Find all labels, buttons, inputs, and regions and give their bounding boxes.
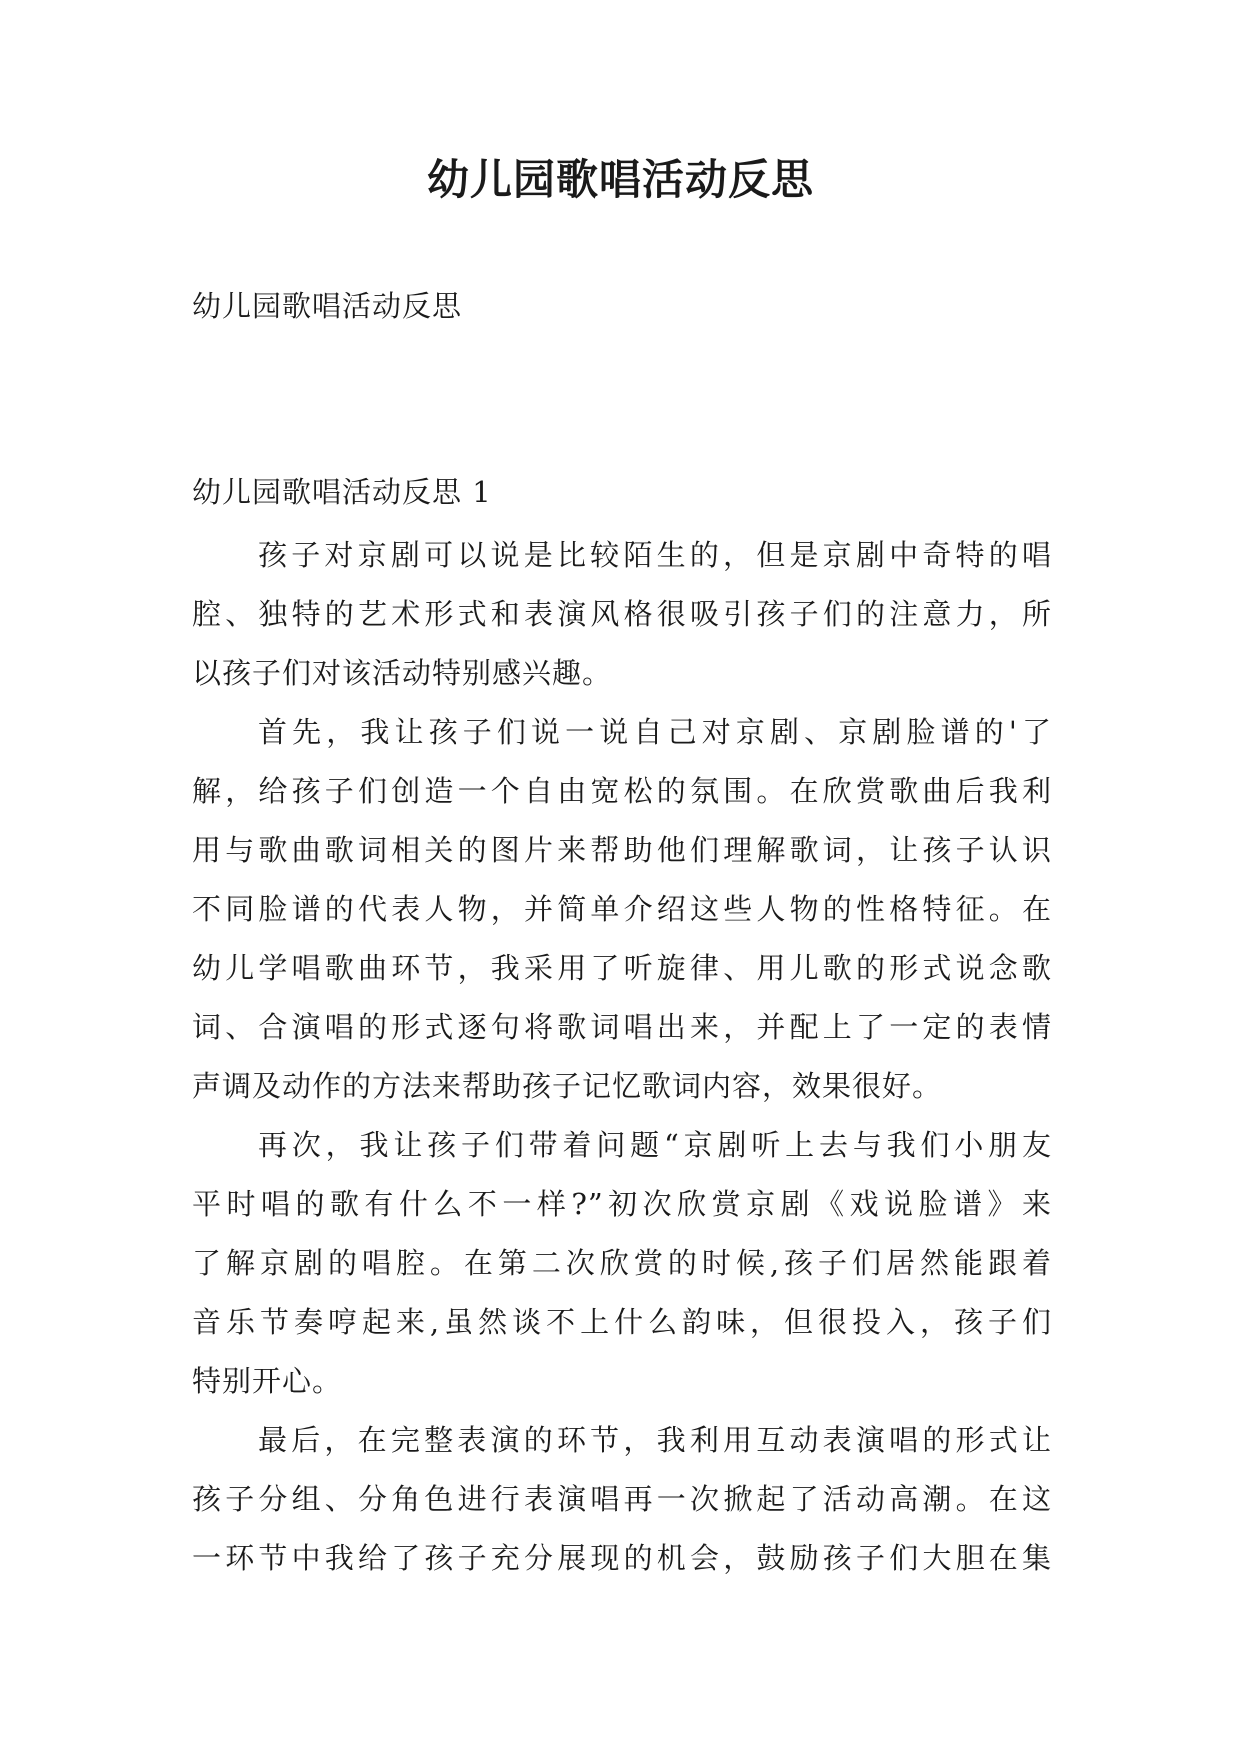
paragraph-3-line-3: 了解京剧的唱腔。在第二次欣赏的时候,孩子们居然能跟着 (192, 1246, 1052, 1280)
paragraph-2-line-1: 首先，我让孩子们说一说自己对京剧、京剧脸谱的'了 (258, 715, 1052, 749)
paragraph-4-line-2: 孩子分组、分角色进行表演唱再一次掀起了活动高潮。在这 (192, 1482, 1052, 1516)
paragraph-3-line-5: 特别开心。 (192, 1364, 343, 1398)
paragraph-1-line-1: 孩子对京剧可以说是比较陌生的，但是京剧中奇特的唱 (258, 538, 1052, 572)
paragraph-3-line-4: 音乐节奏哼起来,虽然谈不上什么韵味，但很投入，孩子们 (192, 1305, 1052, 1339)
paragraph-1-line-3: 以孩子们对该活动特别感兴趣。 (192, 656, 613, 690)
document-title: 幼儿园歌唱活动反思 (426, 155, 814, 204)
paragraph-2-line-2: 解，给孩子们创造一个自由宽松的氛围。在欣赏歌曲后我利 (192, 774, 1052, 808)
paragraph-2-line-6: 词、合演唱的形式逐句将歌词唱出来，并配上了一定的表情 (192, 1010, 1052, 1044)
paragraph-4-line-1: 最后，在完整表演的环节，我利用互动表演唱的形式让 (258, 1423, 1052, 1457)
section-heading: 幼儿园歌唱活动反思 1 (192, 475, 492, 509)
paragraph-3-line-2: 平时唱的歌有什么不一样?”初次欣赏京剧《戏说脸谱》来 (192, 1187, 1052, 1221)
body-text (192, 526, 1052, 1588)
paragraph-2-line-4: 不同脸谱的代表人物，并简单介绍这些人物的性格特征。在 (192, 892, 1052, 926)
document-subtitle: 幼儿园歌唱活动反思 (192, 289, 463, 323)
paragraph-4-line-3: 一环节中我给了孩子充分展现的机会，鼓励孩子们大胆在集 (192, 1541, 1052, 1575)
paragraph-2-line-5: 幼儿学唱歌曲环节，我采用了听旋律、用儿歌的形式说念歌 (192, 951, 1052, 985)
paragraph-2-line-3: 用与歌曲歌词相关的图片来帮助他们理解歌词，让孩子认识 (192, 833, 1052, 867)
paragraph-3-line-1: 再次，我让孩子们带着问题“京剧听上去与我们小朋友 (258, 1128, 1052, 1162)
paragraph-1-line-2: 腔、独特的艺术形式和表演风格很吸引孩子们的注意力，所 (192, 597, 1052, 631)
paragraph-2-line-7: 声调及动作的方法来帮助孩子记忆歌词内容，效果很好。 (192, 1069, 943, 1103)
